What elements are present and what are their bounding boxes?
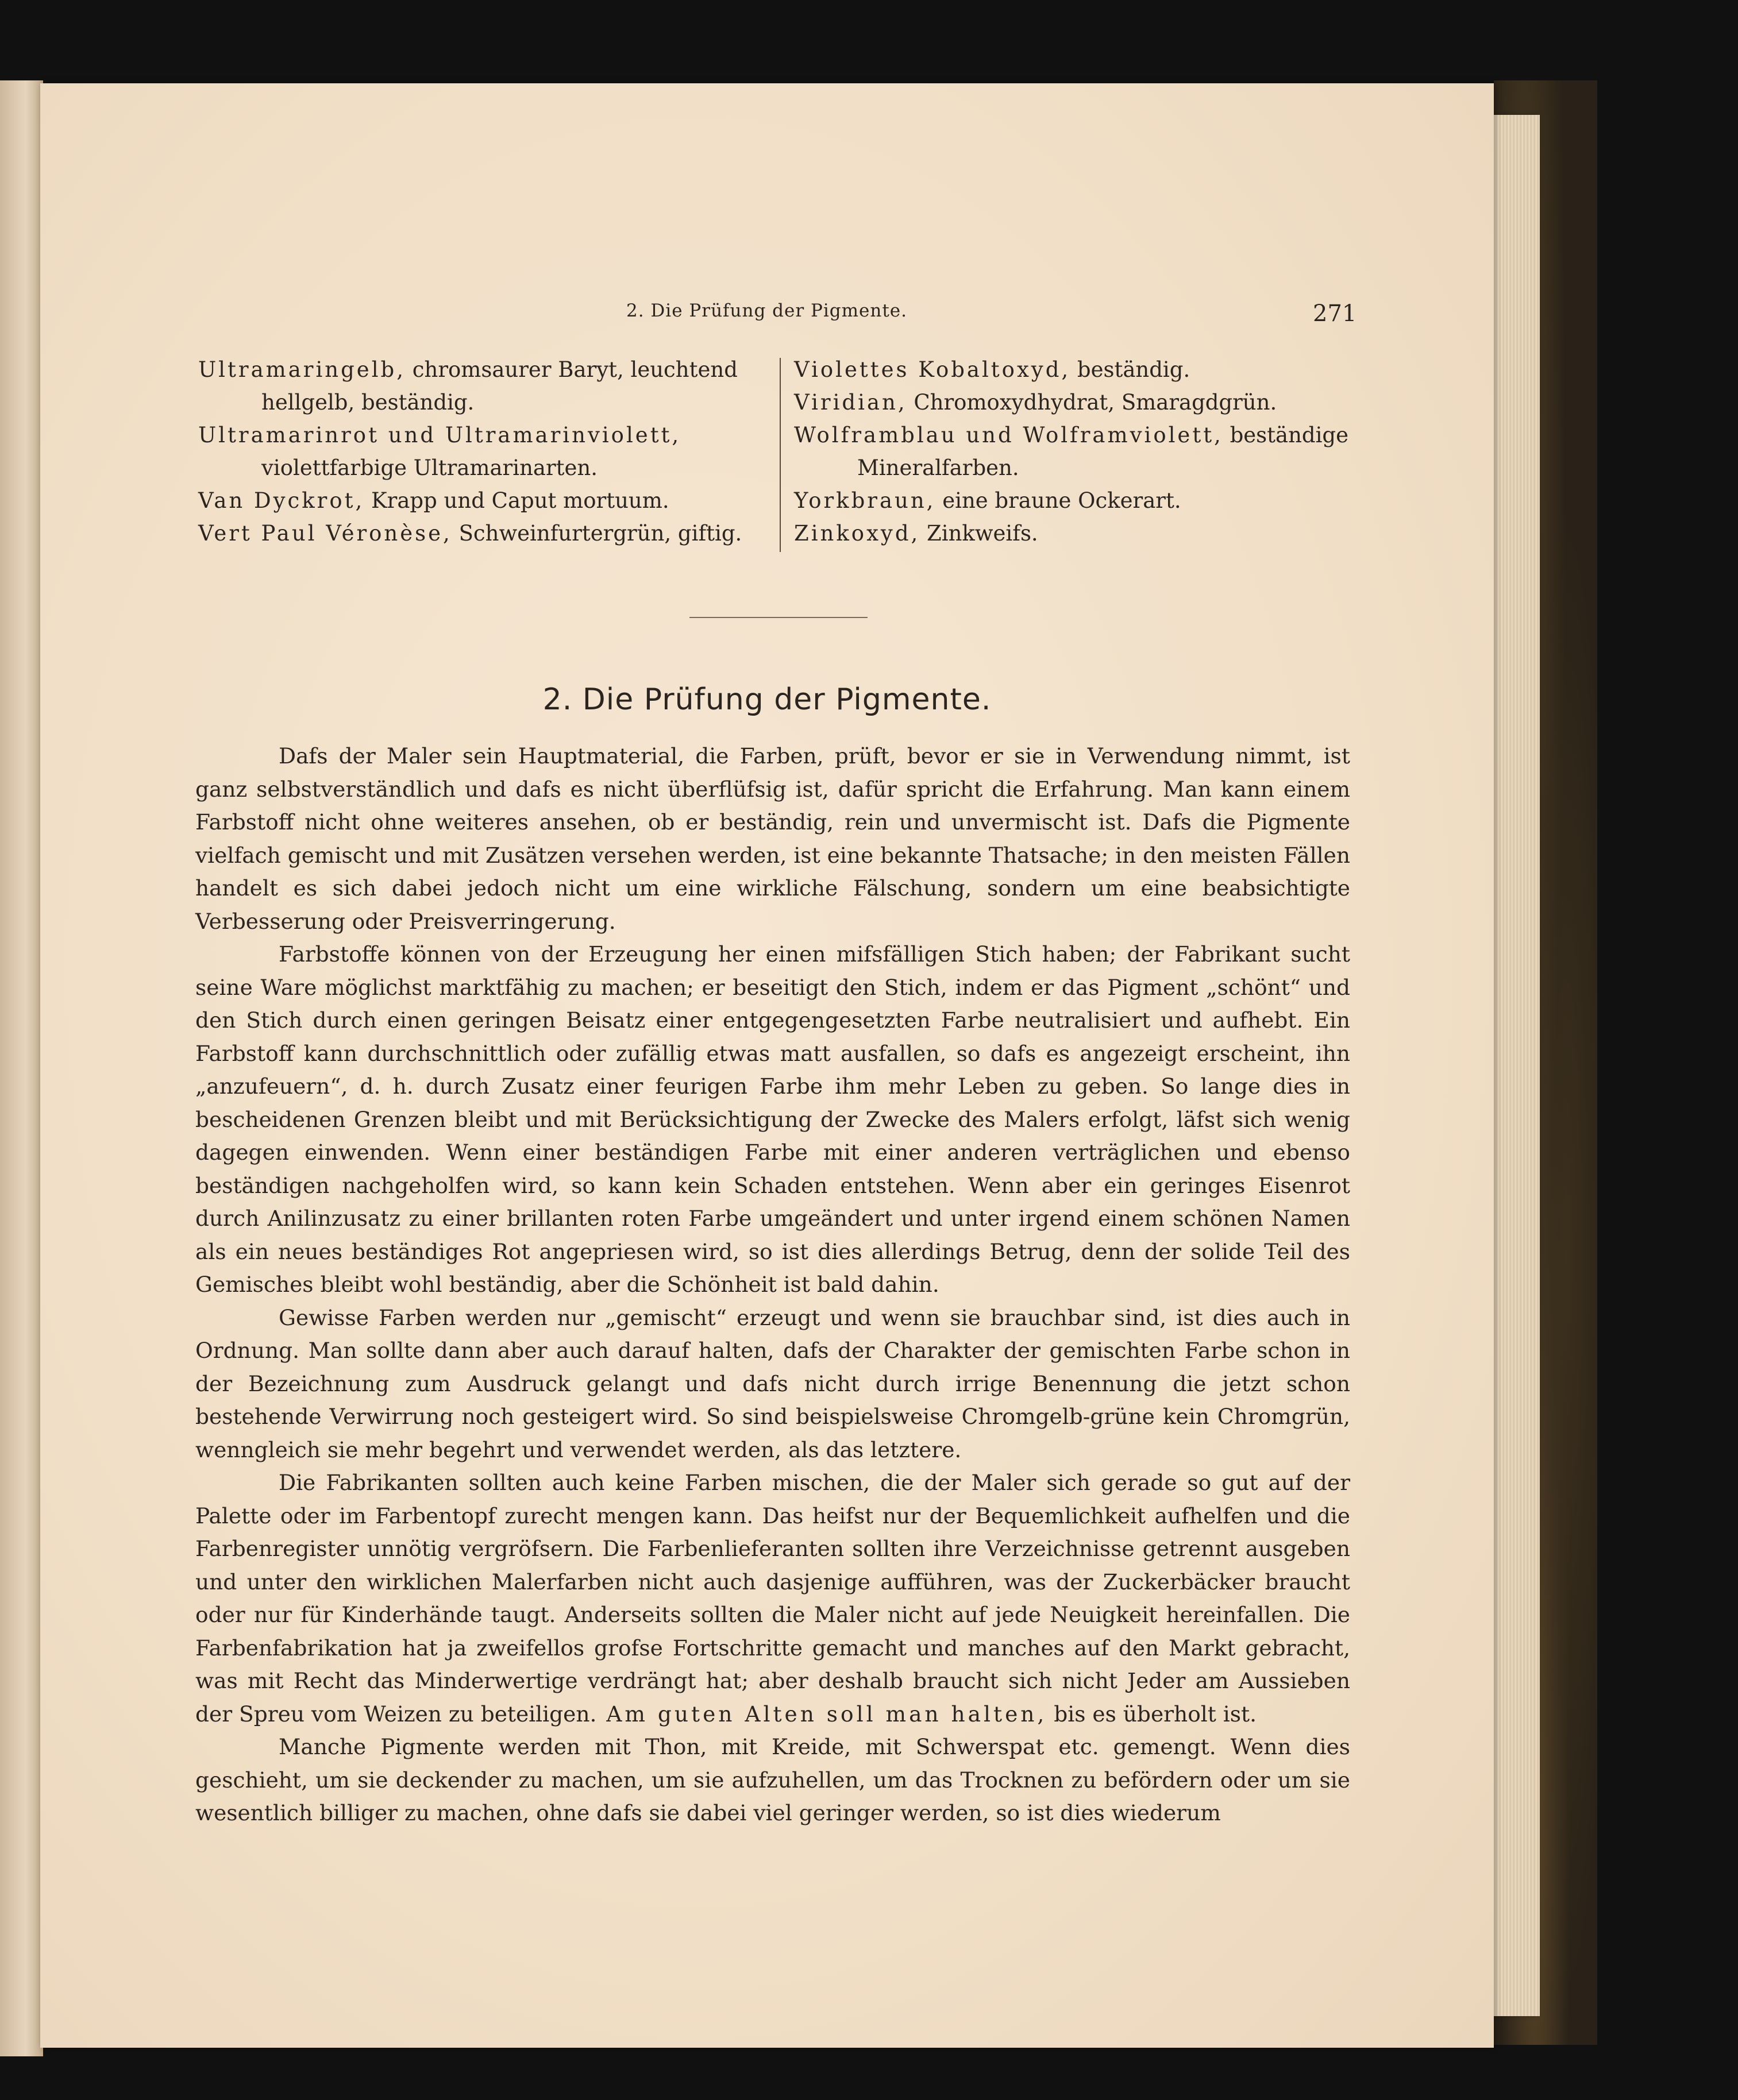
emphasized-text: Am guten Alten soll man halten,	[596, 1701, 1047, 1727]
list-item: Zinkoxyd, Zinkweifs.	[794, 521, 1038, 546]
facing-page-edge	[0, 80, 43, 2056]
list-item: Vert Paul Véronèse, Schweinfurtergrün, giftig.	[198, 521, 742, 546]
running-head: 2. Die Prüfung der Pigmente.	[626, 300, 907, 321]
list-item: Viridian, Chromoxydhydrat, Smaragdgrün.	[794, 390, 1277, 415]
list-item: Van Dyckrot, Krapp und Caput mortuum.	[198, 488, 669, 513]
paragraph: Manche Pigmente werden mit Thon, mit Kreide, mit Schwerspat etc. gemengt. Wenn dies geschieht, um sie deckender zu machen, um sie aufzuhellen, um das Trocknen zu befördern oder um sie wesentlich billiger zu machen, ohne dafs sie dabei viel geringer werden, so ist dies wiederum	[195, 1734, 1350, 1825]
list-item: Ultramarinrot und Ultramarinviolett, violettfarbige Ultramarinarten.	[198, 423, 681, 480]
page-edges	[1488, 115, 1540, 2016]
section-title: 2. Die Prüfung der Pigmente.	[542, 682, 992, 717]
section-divider	[689, 617, 868, 618]
pigment-list-right	[794, 353, 1363, 550]
page-number: 271	[1313, 300, 1357, 327]
column-divider	[780, 358, 781, 552]
paragraph: Dafs der Maler sein Hauptmaterial, die Farben, prüft, bevor er sie in Verwendung nimmt, ist ganz selbstverständlich und dafs es nicht überflüfsig ist, dafür spricht die Erfahrung. Man kann einem Farbstoff nicht ohne weiteres ansehen, ob er beständig, rein und unvermischt ist. Dafs die Pigmente vielfach gemischt und mit Zusätzen versehen werden, ist eine bekannte Thatsache; in den meisten Fällen handelt es sich dabei jedoch nicht um eine wirkliche Fälschung, sondern um eine beabsichtigte Verbesserung oder Preisverringerung.	[195, 743, 1350, 934]
paragraph: Farbstoffe können von der Erzeugung her einen mifsfälligen Stich haben; der Fabrikant sucht seine Ware möglichst marktfähig zu machen; er beseitigt den Stich, indem er das Pigment „schönt“ und den Stich durch einen geringen Beisatz einer entgegengesetzten Farbe neutralisiert und aufhebt. Ein Farbstoff kann durchschnittlich oder zufällig etwas matt ausfallen, so dafs es angezeigt erscheint, ihn „anzufeuern“, d. h. durch Zusatz einer feurigen Farbe ihm mehr Leben zu geben. So lange dies in bescheidenen Grenzen bleibt und mit Berücksichtigung der Zwecke des Malers erfolgt, läfst sich wenig dagegen einwenden. Wenn einer beständigen Farbe mit einer anderen verträglichen und ebenso beständigen nachgeholfen wird, so kann kein Schaden entstehen. Wenn aber ein geringes Eisenrot durch Anilinzusatz zu einer brillanten roten Farbe umgeändert und unter irgend einem schönen Namen als ein neues beständiges Rot angepriesen wird, so ist dies allerdings Betrug, denn der solide Teil des Gemisches bleibt wohl beständig, aber die Schönheit ist bald dahin.	[195, 941, 1350, 1297]
list-item: Wolframblau und Wolframviolett, beständige Mineralfarben.	[794, 423, 1349, 480]
body-text	[195, 740, 1350, 1830]
paragraph: Gewisse Farben werden nur „gemischt“ erzeugt und wenn sie brauchbar sind, ist dies auch in Ordnung. Man sollte dann aber auch darauf halten, dafs der Charakter der gemischten Farbe schon in der Bezeichnung zum Ausdruck gelangt und dafs nicht durch irrige Benennung die jetzt schon bestehende Verwirrung noch gesteigert wird. So sind beispielsweise Chromgelb-grüne kein Chromgrün, wenngleich sie mehr begehrt und verwendet werden, als das letztere.	[195, 1304, 1350, 1462]
pigment-list-left	[198, 353, 767, 550]
list-item: Violettes Kobaltoxyd, beständig.	[794, 357, 1190, 382]
book-page	[40, 83, 1494, 2048]
list-item: Yorkbraun, eine braune Ockerart.	[794, 488, 1181, 513]
paragraph: Die Fabrikanten sollten auch keine Farben mischen, die der Maler sich gerade so gut auf der Palette oder im Farbentopf zurecht mengen kann. Das heifst nur der Bequemlichkeit aufhelfen und die Farbenregister unnötig vergröfsern. Die Farbenlieferanten sollten ihre Verzeichnisse getrennt ausgeben und unter den wirklichen Malerfarben nicht auch dasjenige aufführen, was der Zuckerbäcker braucht oder nur für Kinderhände taugt. Anderseits sollten die Maler nicht auf jede Neuigkeit hereinfallen. Die Farbenfabrikation hat ja zweifellos grofse Fortschritte gemacht und manches auf den Markt gebracht, was mit Recht das Minderwertige verdrängt hat; aber deshalb braucht sich nicht Jeder am Aussieben der Spreu vom Weizen zu beteiligen. Am guten Alten soll man halten, bis es überholt ist.	[195, 1470, 1350, 1727]
list-item: Ultramaringelb, chromsaurer Baryt, leuchtend hellgelb, beständig.	[198, 357, 738, 415]
